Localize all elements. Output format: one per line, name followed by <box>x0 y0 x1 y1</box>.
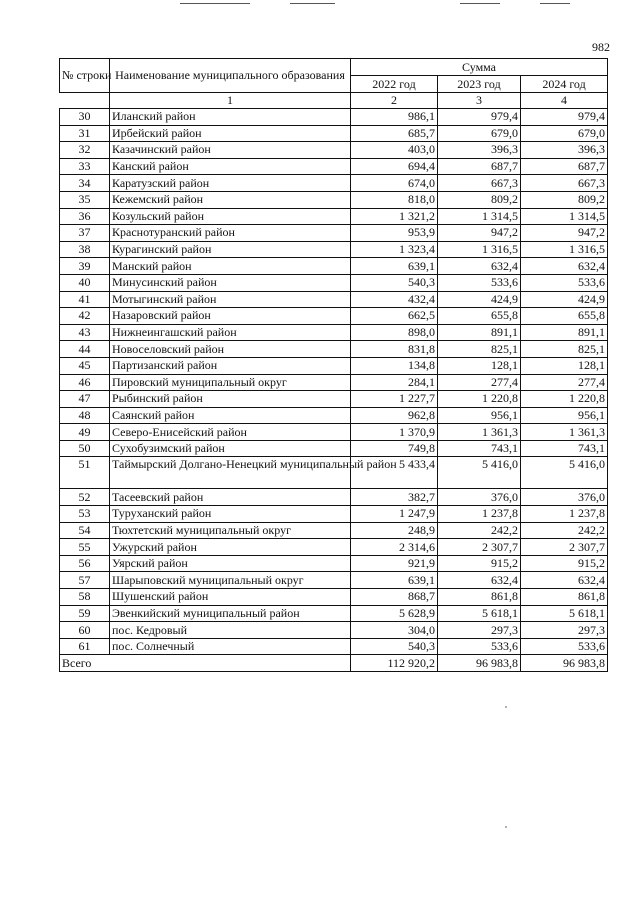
value-2022: 831,8 <box>351 341 438 358</box>
value-2024: 1 361,3 <box>521 424 608 441</box>
value-2024: 979,4 <box>521 109 608 126</box>
row-number: 57 <box>60 572 110 589</box>
value-2023: 956,1 <box>438 407 521 424</box>
value-2023: 679,0 <box>438 125 521 142</box>
table-row <box>60 407 608 424</box>
value-2023: 277,4 <box>438 374 521 391</box>
municipality-name: Тюхтетский муниципальный округ <box>110 522 351 539</box>
header-year-2024: 2024 год <box>521 76 608 93</box>
value-2022: 921,9 <box>351 555 438 572</box>
value-2023: 947,2 <box>438 225 521 242</box>
value-2022: 432,4 <box>351 291 438 308</box>
municipality-name: Таймырский Долгано-Ненецкий муниципальный район <box>110 457 351 489</box>
municipality-name: Иланский район <box>110 109 351 126</box>
row-number: 56 <box>60 555 110 572</box>
row-number: 49 <box>60 424 110 441</box>
table-row <box>60 539 608 556</box>
value-2024: 825,1 <box>521 341 608 358</box>
table-row <box>60 522 608 539</box>
value-2022: 986,1 <box>351 109 438 126</box>
value-2023: 979,4 <box>438 109 521 126</box>
value-2024: 861,8 <box>521 589 608 606</box>
municipality-name: Ирбейский район <box>110 125 351 142</box>
table-row <box>60 109 608 126</box>
municipality-name: Ужурский район <box>110 539 351 556</box>
value-2022: 685,7 <box>351 125 438 142</box>
value-2023: 667,3 <box>438 175 521 192</box>
value-2022: 694,4 <box>351 158 438 175</box>
total-row <box>60 655 608 672</box>
value-2024: 679,0 <box>521 125 608 142</box>
value-2022: 5 628,9 <box>351 605 438 622</box>
value-2023: 1 316,5 <box>438 241 521 258</box>
value-2024: 947,2 <box>521 225 608 242</box>
row-number: 59 <box>60 605 110 622</box>
municipality-name: Партизанский район <box>110 357 351 374</box>
value-2024: 687,7 <box>521 158 608 175</box>
table-row <box>60 357 608 374</box>
value-2023: 861,8 <box>438 589 521 606</box>
value-2022: 639,1 <box>351 258 438 275</box>
row-number: 61 <box>60 638 110 655</box>
value-2022: 1 321,2 <box>351 208 438 225</box>
table-row <box>60 158 608 175</box>
row-number: 48 <box>60 407 110 424</box>
value-2022: 953,9 <box>351 225 438 242</box>
value-2023: 655,8 <box>438 308 521 325</box>
value-2023: 632,4 <box>438 572 521 589</box>
value-2022: 382,7 <box>351 489 438 506</box>
value-2023: 809,2 <box>438 191 521 208</box>
value-2024: 533,6 <box>521 638 608 655</box>
row-number: 53 <box>60 506 110 523</box>
value-2022: 540,3 <box>351 274 438 291</box>
value-2022: 1 227,7 <box>351 391 438 408</box>
scan-artifact-line <box>460 3 500 4</box>
value-2023: 687,7 <box>438 158 521 175</box>
table-row <box>60 457 608 489</box>
municipality-name: пос. Кедровый <box>110 622 351 639</box>
row-number: 32 <box>60 142 110 159</box>
value-2024: 809,2 <box>521 191 608 208</box>
value-2024: 1 316,5 <box>521 241 608 258</box>
value-2022: 403,0 <box>351 142 438 159</box>
row-number: 31 <box>60 125 110 142</box>
municipality-name: Эвенкийский муниципальный район <box>110 605 351 622</box>
column-number: 3 <box>438 93 521 109</box>
row-number: 52 <box>60 489 110 506</box>
row-number: 34 <box>60 175 110 192</box>
row-number: 47 <box>60 391 110 408</box>
header-year-2022: 2022 год <box>351 76 438 93</box>
row-number: 38 <box>60 241 110 258</box>
scan-speck <box>505 826 507 828</box>
value-2024: 1 314,5 <box>521 208 608 225</box>
value-2023: 825,1 <box>438 341 521 358</box>
value-2024: 1 237,8 <box>521 506 608 523</box>
value-2023: 1 361,3 <box>438 424 521 441</box>
table-row <box>60 274 608 291</box>
page-number: 982 <box>592 40 610 54</box>
value-2024: 2 307,7 <box>521 539 608 556</box>
row-number: 54 <box>60 522 110 539</box>
value-2023: 1 220,8 <box>438 391 521 408</box>
value-2023: 297,3 <box>438 622 521 639</box>
value-2024: 533,6 <box>521 274 608 291</box>
value-2024: 1 220,8 <box>521 391 608 408</box>
row-number: 50 <box>60 440 110 457</box>
table-row <box>60 258 608 275</box>
municipality-name: Шарыповский муниципальный округ <box>110 572 351 589</box>
table-row <box>60 391 608 408</box>
municipality-name: Курагинский район <box>110 241 351 258</box>
value-2023: 2 307,7 <box>438 539 521 556</box>
table-header <box>60 59 608 109</box>
table-row <box>60 374 608 391</box>
value-2023: 1 314,5 <box>438 208 521 225</box>
table-row <box>60 622 608 639</box>
total-label: Всего <box>60 655 351 672</box>
value-2022: 1 247,9 <box>351 506 438 523</box>
table-row <box>60 424 608 441</box>
value-2022: 1 323,4 <box>351 241 438 258</box>
value-2023: 5 618,1 <box>438 605 521 622</box>
value-2022: 898,0 <box>351 324 438 341</box>
budget-table <box>59 58 608 672</box>
total-2024: 96 983,8 <box>521 655 608 672</box>
value-2023: 424,9 <box>438 291 521 308</box>
municipality-name: Туруханский район <box>110 506 351 523</box>
table-row <box>60 589 608 606</box>
municipality-name: Саянский район <box>110 407 351 424</box>
value-2024: 632,4 <box>521 572 608 589</box>
row-number: 55 <box>60 539 110 556</box>
municipality-name: Сухобузимский район <box>110 440 351 457</box>
column-number <box>60 93 110 109</box>
value-2022: 674,0 <box>351 175 438 192</box>
table-row <box>60 191 608 208</box>
row-number: 43 <box>60 324 110 341</box>
row-number: 39 <box>60 258 110 275</box>
header-name: Наименование муниципального образования <box>110 59 351 93</box>
value-2022: 818,0 <box>351 191 438 208</box>
value-2024: 424,9 <box>521 291 608 308</box>
value-2023: 396,3 <box>438 142 521 159</box>
row-number: 44 <box>60 341 110 358</box>
row-number: 42 <box>60 308 110 325</box>
scan-artifact-line <box>540 3 570 4</box>
row-number: 58 <box>60 589 110 606</box>
table-row <box>60 308 608 325</box>
table-row <box>60 225 608 242</box>
municipality-name: пос. Солнечный <box>110 638 351 655</box>
table-row <box>60 175 608 192</box>
table-row <box>60 605 608 622</box>
table-row <box>60 489 608 506</box>
municipality-name: Тасеевский район <box>110 489 351 506</box>
value-2022: 1 370,9 <box>351 424 438 441</box>
value-2022: 868,7 <box>351 589 438 606</box>
scan-artifact-line <box>290 3 335 4</box>
row-number: 37 <box>60 225 110 242</box>
municipality-name: Пировский муниципальный округ <box>110 374 351 391</box>
table-row <box>60 341 608 358</box>
value-2024: 242,2 <box>521 522 608 539</box>
municipality-name: Манский район <box>110 258 351 275</box>
value-2024: 128,1 <box>521 357 608 374</box>
value-2024: 376,0 <box>521 489 608 506</box>
value-2022: 248,9 <box>351 522 438 539</box>
value-2024: 655,8 <box>521 308 608 325</box>
municipality-name: Казачинский район <box>110 142 351 159</box>
total-2022: 112 920,2 <box>351 655 438 672</box>
value-2024: 5 416,0 <box>521 457 608 489</box>
municipality-name: Назаровский район <box>110 308 351 325</box>
value-2023: 242,2 <box>438 522 521 539</box>
table-row <box>60 324 608 341</box>
municipality-name: Нижнеингашский район <box>110 324 351 341</box>
municipality-name: Козульский район <box>110 208 351 225</box>
total-2023: 96 983,8 <box>438 655 521 672</box>
column-number: 1 <box>110 93 351 109</box>
value-2022: 639,1 <box>351 572 438 589</box>
value-2024: 915,2 <box>521 555 608 572</box>
value-2024: 632,4 <box>521 258 608 275</box>
value-2024: 667,3 <box>521 175 608 192</box>
table-row <box>60 572 608 589</box>
value-2022: 134,8 <box>351 357 438 374</box>
value-2023: 5 416,0 <box>438 457 521 489</box>
table-row <box>60 208 608 225</box>
value-2024: 277,4 <box>521 374 608 391</box>
header-year-2023: 2023 год <box>438 76 521 93</box>
table-row <box>60 555 608 572</box>
value-2023: 533,6 <box>438 274 521 291</box>
value-2024: 396,3 <box>521 142 608 159</box>
municipality-name: Уярский район <box>110 555 351 572</box>
value-2023: 376,0 <box>438 489 521 506</box>
scan-speck <box>505 706 507 708</box>
header-row-number: № строки <box>60 59 110 93</box>
value-2024: 956,1 <box>521 407 608 424</box>
municipality-name: Краснотуранский район <box>110 225 351 242</box>
value-2023: 1 237,8 <box>438 506 521 523</box>
row-number: 46 <box>60 374 110 391</box>
municipality-name: Новоселовский район <box>110 341 351 358</box>
row-number: 33 <box>60 158 110 175</box>
row-number: 51 <box>60 457 110 489</box>
table-row <box>60 241 608 258</box>
table-row <box>60 638 608 655</box>
value-2023: 743,1 <box>438 440 521 457</box>
municipality-name: Рыбинский район <box>110 391 351 408</box>
table-body <box>60 109 608 655</box>
row-number: 35 <box>60 191 110 208</box>
table-row <box>60 506 608 523</box>
value-2024: 297,3 <box>521 622 608 639</box>
value-2024: 5 618,1 <box>521 605 608 622</box>
value-2023: 533,6 <box>438 638 521 655</box>
value-2022: 2 314,6 <box>351 539 438 556</box>
row-number: 60 <box>60 622 110 639</box>
value-2023: 632,4 <box>438 258 521 275</box>
municipality-name: Каратузский район <box>110 175 351 192</box>
value-2024: 743,1 <box>521 440 608 457</box>
municipality-name: Кежемский район <box>110 191 351 208</box>
municipality-name: Канский район <box>110 158 351 175</box>
table-row <box>60 142 608 159</box>
row-number: 36 <box>60 208 110 225</box>
value-2022: 304,0 <box>351 622 438 639</box>
value-2023: 915,2 <box>438 555 521 572</box>
table-row <box>60 440 608 457</box>
value-2022: 284,1 <box>351 374 438 391</box>
municipality-name: Северо-Енисейский район <box>110 424 351 441</box>
municipality-name: Минусинский район <box>110 274 351 291</box>
value-2022: 662,5 <box>351 308 438 325</box>
value-2023: 891,1 <box>438 324 521 341</box>
row-number: 41 <box>60 291 110 308</box>
row-number: 40 <box>60 274 110 291</box>
value-2023: 128,1 <box>438 357 521 374</box>
value-2022: 540,3 <box>351 638 438 655</box>
value-2022: 749,8 <box>351 440 438 457</box>
row-number: 45 <box>60 357 110 374</box>
table-row <box>60 291 608 308</box>
table-row <box>60 125 608 142</box>
municipality-name: Шушенский район <box>110 589 351 606</box>
value-2024: 891,1 <box>521 324 608 341</box>
value-2022: 962,8 <box>351 407 438 424</box>
column-number: 2 <box>351 93 438 109</box>
municipality-name: Мотыгинский район <box>110 291 351 308</box>
column-number: 4 <box>521 93 608 109</box>
scan-artifact-line <box>180 3 250 4</box>
header-sum: Сумма <box>351 59 608 76</box>
row-number: 30 <box>60 109 110 126</box>
value-2022: 5 433,4 <box>351 457 438 489</box>
